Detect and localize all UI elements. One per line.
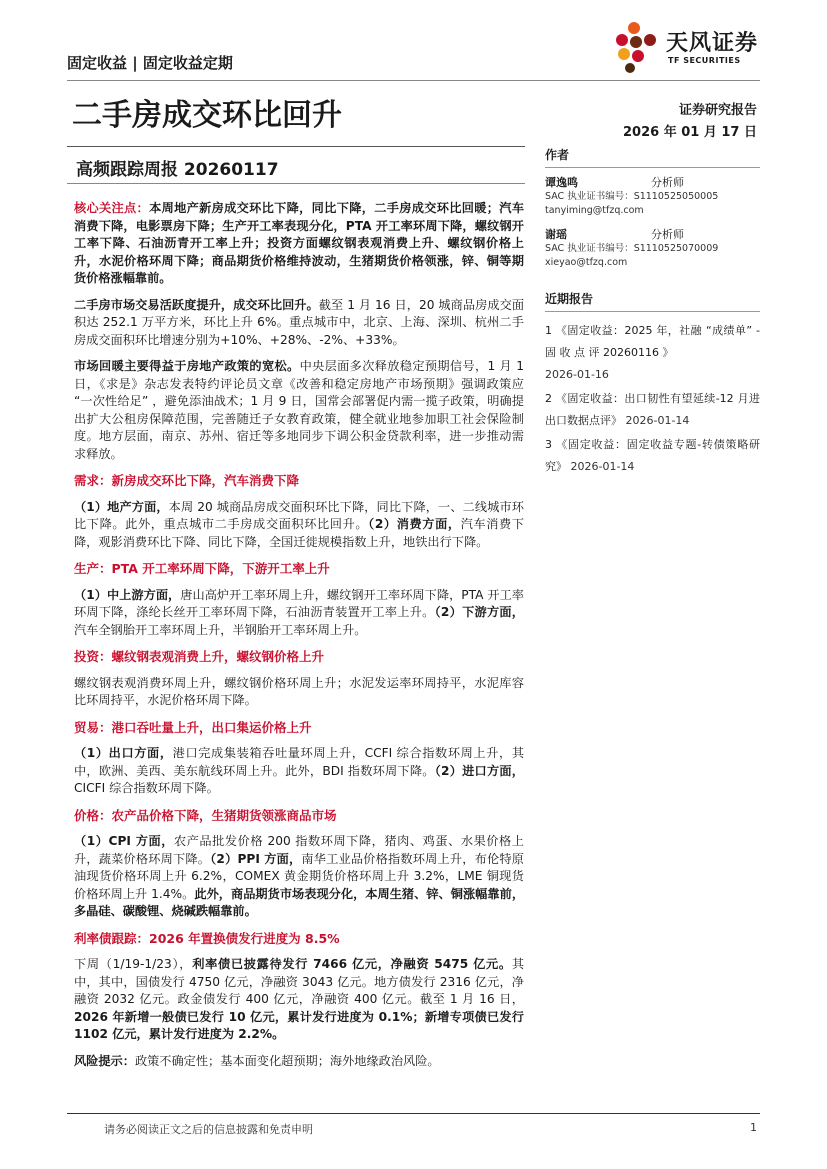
recent-report-link[interactable]: 3 《固定收益：固定收益专题-转债策略研究》 2026-01-14: [545, 438, 760, 473]
recent-report-link[interactable]: 1 《固定收益：2025 年，社融 “成绩单” - 固 收 点 评 20260116 》 2026-01-16: [545, 324, 760, 381]
report-body: [74, 200, 524, 1079]
footer-divider: [67, 1113, 760, 1114]
section-trade-heading: 贸易：港口吞吐量上升，出口集运价格上升: [74, 719, 312, 735]
logo-en: TF SECURITIES: [668, 56, 741, 65]
sidebar: [545, 140, 760, 480]
policy-paragraph: 市场回暖主要得益于房地产政策的宽松。中央层面多次释放稳定预期信号，1 月 1 日，《求是》杂志发表特约评论员文章《改善和稳定房地产市场预期》强调政策应 “一次性给足” ，避免添油战术；1 月 9 日，国常会部署促内需一揽子政策，明确提出扩大公租房保障范围，完善随迁子女教育政策，健全就业地参加职工社会保险制度。地方层面，南京、苏州、宿迁等多地同步下调公积金贷款利率，进一步推动需求释放。: [74, 359, 524, 461]
authors-heading: 作者: [545, 140, 760, 168]
secondhand-paragraph: 二手房市场交易活跃度提升，成交环比回升。截至 1 月 16 日，20 城商品房成交面积达 252.1 万平方米，环比上升 6%。重点城市中，北京、上海、深圳、杭州二手房成交面积环比增速分别为+10%、+28%、-2%、+33%。: [74, 297, 525, 347]
page-subtitle: 高频跟踪周报 20260117: [76, 160, 279, 180]
section-production-text: （1）中上游方面，唐山高炉开工率环周上升，螺纹钢开工率环周下降，PTA 开工率环周下降，涤纶长丝开工率环周下降，石油沥青装置开工率上升。（2）下游方面，汽车全钢胎开工率环周上升，半钢胎开工率环周上升。: [74, 587, 524, 637]
author-email[interactable]: xieyao@tfzq.com: [545, 257, 628, 268]
header-divider: [67, 80, 760, 81]
section-investment-heading: 投资：螺纹钢表观消费上升，螺纹钢价格上升: [74, 649, 325, 664]
section-trade-text: （1）出口方面，港口完成集装箱吞吐量环周上升，CCFI 综合指数环周上升，其中，欧洲、美西、美东航线环周上升。此外，BDI 指数环周下降。（2）进口方面，CICFI 综合指数环周下降。: [74, 746, 525, 795]
section-production-heading: 生产：PTA 开工率环周下降，下游开工率上升: [74, 561, 330, 576]
section-demand-text: （1）地产方面，本周 20 城商品房成交面积环比下降，同比下降，一、二线城市环比下降。此外，重点城市二手房成交面积环比回升。（2）消费方面，汽车消费下降，观影消费环比下降、同比下降，全国迁徙规模指数上升，地铁出行下降。: [74, 499, 525, 549]
page-number: 1: [750, 1121, 757, 1134]
section-price-heading: 价格：农产品价格下降，生猪期货领涨商品市场: [74, 807, 337, 823]
recent-report-link[interactable]: 2 《固定收益：出口韧性有望延续-12 月进出口数据点评》 2026-01-14: [545, 392, 760, 427]
section-investment-text: 螺纹钢表观消费环周上升，螺纹钢价格环周上升；水泥发运率环周持平，水泥库容比环周持平，水泥价格环周下降。: [74, 675, 524, 707]
author-entry: 谢瑶 分析师 SAC 执业证书编号：S1110525070009 xieyao@tfzq.com: [545, 228, 760, 270]
report-type: 证券研究报告: [678, 103, 757, 118]
risk-paragraph: 风险提示：政策不确定性；基本面变化超预期；海外地缘政治风险。: [74, 1053, 440, 1068]
logo-name: 天风证券: [666, 31, 759, 56]
company-logo: [612, 18, 762, 74]
section-bond-heading: 利率债跟踪：2026 年置换债发行进度为 8.5%: [74, 930, 340, 946]
logo-mark-icon: [612, 18, 662, 74]
page-title: 二手房成交环比回升: [72, 98, 342, 133]
footer-disclaimer: 请务必阅读正文之后的信息披露和免责申明: [104, 1123, 313, 1136]
subtitle-divider: [67, 183, 525, 184]
section-bond-text: 下周（1/19-1/23），利率债已披露待发行 7466 亿元，净融资 5475 亿元。其中，其中，国债发行 4750 亿元，净融资 3043 亿元。地方债发行 2316 亿元，净融资 2032 亿元。政金债发行 400 亿元，净融资 400 亿元。截至 1 月 16 日，2026 年新增一般债已发行 10 亿元，累计发行进度为 0.1%；新增专项债已发行 1102 亿元，累计发行进度为 2.2%。: [74, 957, 524, 1041]
title-divider: [67, 146, 525, 147]
report-category: 固定收益 | 固定收益定期: [67, 54, 233, 72]
author-email[interactable]: tanyiming@tfzq.com: [545, 205, 644, 216]
key-points-paragraph: 核心关注点：本周地产新房成交环比下降，同比下降，二手房成交环比回暖；汽车消费下降，电影票房下降；生产开工率表现分化，PTA 开工率环周下降，螺纹钢开工率下降、石油沥青开工率上升；投资方面螺纹钢表观消费上升、螺纹钢价格上升，水泥价格环周下降；商品期货价格维持波动，生猪期货价格领涨，锌、铜等期货价格涨幅靠前。: [74, 201, 525, 285]
author-entry: 谭逸鸣 分析师 SAC 执业证书编号：S1110525050005 tanyiming@tfzq.com: [545, 176, 760, 218]
section-price-text: （1）CPI 方面，农产品批发价格 200 指数环周下降，猪肉、鸡蛋、水果价格上升，蔬菜价格环周下降。（2）PPI 方面，南华工业品价格指数环周上升，布伦特原油现货价格环周上升 6.2%，COMEX 黄金期货价格环周上升 3.2%，LME 铜现货价格环周上升 1.4%。此外，商品期货市场表现分化，本周生猪、锌、铜涨幅靠前，多晶硅、碳酸锂、烧碱跌幅靠前。: [74, 834, 525, 918]
recent-reports-heading: 近期报告: [545, 284, 760, 312]
section-demand-heading: 需求：新房成交环比下降，汽车消费下降: [74, 473, 300, 488]
report-date: 2026 年 01 月 17 日: [623, 125, 757, 140]
